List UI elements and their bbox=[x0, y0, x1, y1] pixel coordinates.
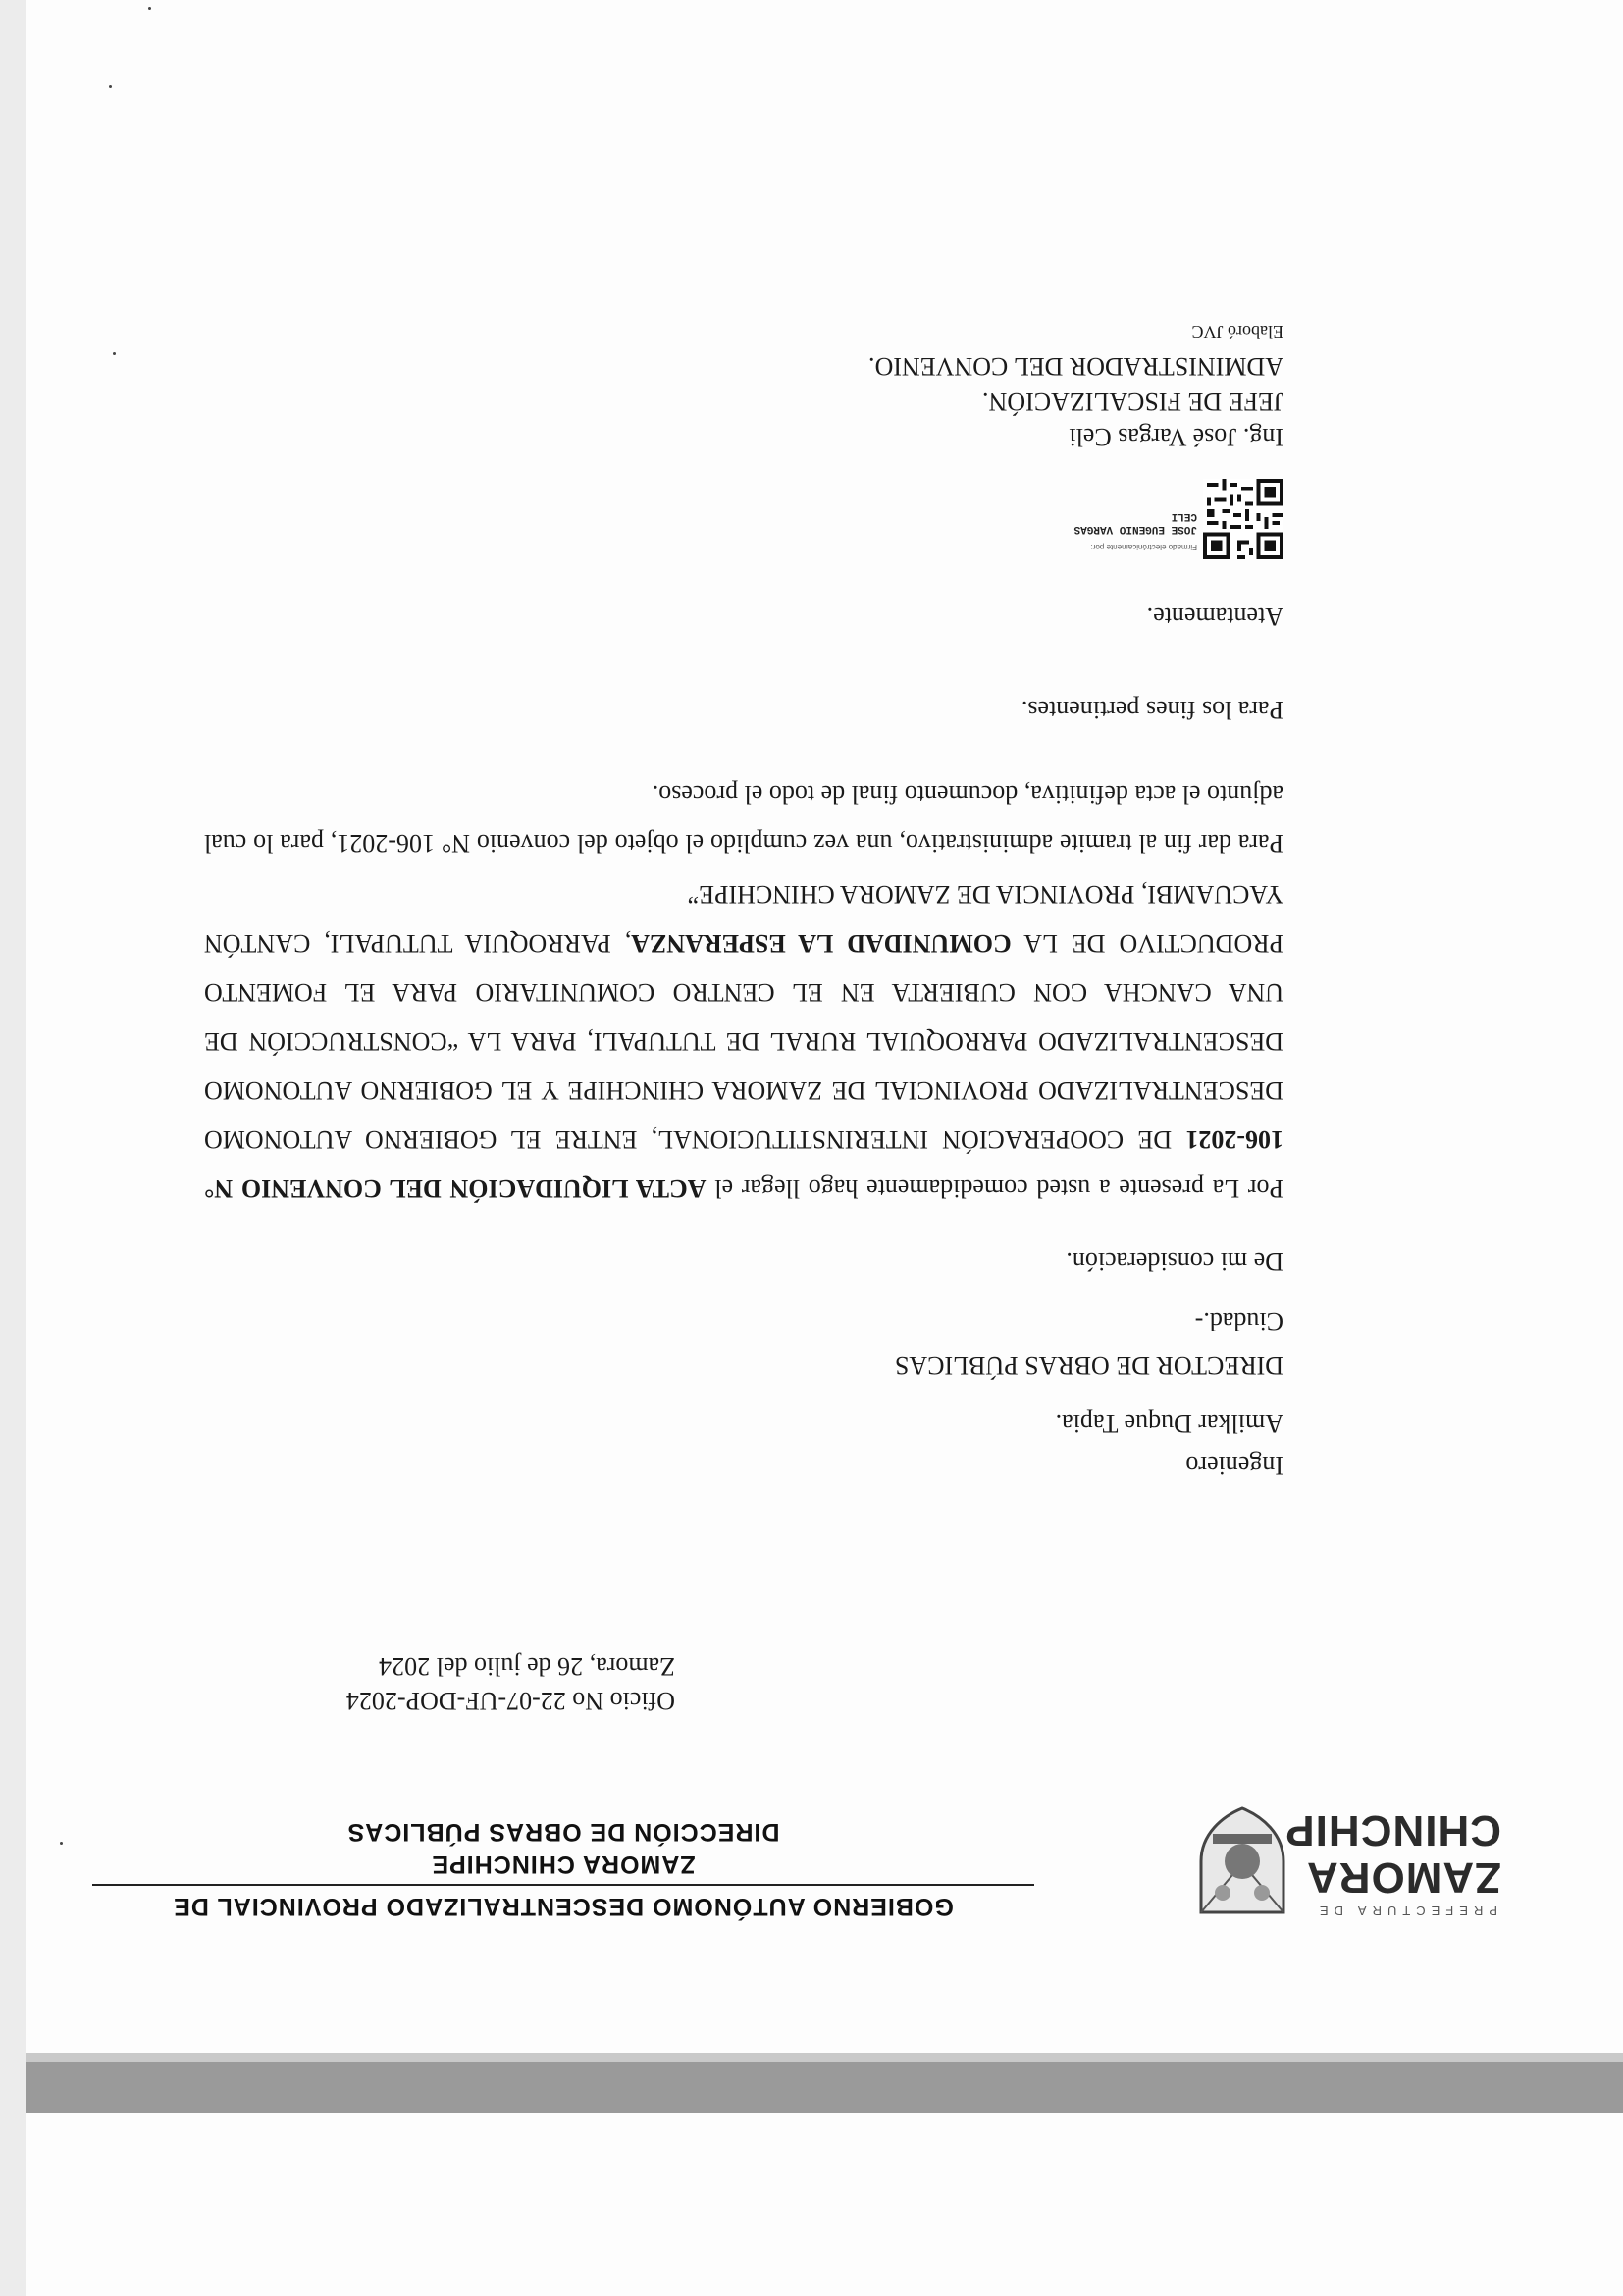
p1-act-title: ACTA LIQUIDACIÓN DEL CONVENIO N° 106-2021 bbox=[203, 1125, 1283, 1203]
regards: Atentamente. bbox=[1146, 602, 1283, 631]
signer-name-line1: JOSE EUGENIO VARGAS bbox=[1073, 523, 1197, 535]
signer-name-mono bbox=[1074, 509, 1197, 535]
addressee-name: Amilkar Duque Tapia. bbox=[1055, 1409, 1283, 1437]
prefectura-logo bbox=[1191, 1761, 1505, 1928]
shield-icon bbox=[1193, 1804, 1291, 1922]
signer-name-line2: CELI bbox=[1171, 509, 1197, 522]
scan-speck bbox=[148, 7, 151, 10]
p1-agreement-text: DE COOPERACIÓN INTERINSTITUCIONAL, ENTRE EL GOBIERNO AUTONOMO DESCENTRALIZADO PROVINCIAL DE ZAMORA CHINCHIPE Y EL GOBIERNO AUTONOMO DESCENTRALIZADO PARROQUIAL RURAL DE TUTUPALI, PARA LA “CONSTRUCCIÓN DE UNA CANCHA CON CUBIERTA EN EL CENTRO COMUNITARIO PARA EL FOMENTO PRODUCTIVO DE LA bbox=[204, 929, 1283, 1154]
scan-band bbox=[0, 2062, 1623, 2113]
addressee-position: DIRECTOR DE OBRAS PÚBLICAS bbox=[894, 1351, 1283, 1380]
closing-line: Para los fines pertinentes. bbox=[1021, 696, 1283, 724]
scan-band-shadow bbox=[0, 2053, 1623, 2062]
signer-name: Ing. José Vargas Celi bbox=[1069, 423, 1283, 451]
signature-caption: Firmado electrónicamente por: bbox=[1090, 543, 1197, 551]
institution-line1: GOBIERNO AUTÓNOMO DESCENTRALIZADO PROVINCIAL DE bbox=[173, 1893, 954, 1920]
institution-line3: DIRECCIÓN DE OBRAS PÚBLICAS bbox=[346, 1818, 780, 1846]
letter-date: Zamora, 26 de julio del 2024 bbox=[379, 1652, 675, 1681]
institution-rule bbox=[92, 1884, 1034, 1886]
salutation: De mi consideración. bbox=[1066, 1247, 1283, 1276]
body-paragraph-1 bbox=[204, 869, 1283, 1213]
body-paragraph-2: Para dar fin al tramite administrativo, una vez cumplido el objeto del convenio N° 106-2021, para lo cual adjunto el acta definitiva, documento final de todo el proceso. bbox=[204, 780, 1283, 858]
signer-role-1: JEFE DE FISCALIZACIÓN. bbox=[982, 388, 1283, 416]
addressee-title: Ingeniero bbox=[1185, 1451, 1283, 1480]
p1-intro: Por La presente a usted comedidamente hago llegar el bbox=[706, 1174, 1283, 1203]
logo-text-line1: ZAMORA bbox=[1305, 1853, 1501, 1902]
institution-line2: ZAMORA CHINCHIPE bbox=[431, 1851, 696, 1878]
electronic-signature bbox=[969, 471, 1283, 559]
scan-edge bbox=[0, 0, 26, 2296]
office-number: Oficio No 22-07-UF-DOP-2024 bbox=[345, 1687, 675, 1715]
signer-role-2: ADMINISTRADOR DEL CONVENIO. bbox=[868, 352, 1283, 381]
institution-heading bbox=[92, 1817, 1034, 1920]
scan-speck bbox=[109, 85, 112, 88]
addressee-city: Ciudad.- bbox=[1194, 1307, 1283, 1335]
logo-small-text: PREFECTURA DE bbox=[1313, 1904, 1497, 1918]
scan-speck bbox=[113, 352, 116, 355]
scan-speck bbox=[60, 1842, 63, 1845]
prepared-by: Elaboró JVC bbox=[1191, 322, 1283, 341]
qr-code-icon bbox=[1203, 479, 1283, 559]
logo-text-line2: CHINCHIP bbox=[1284, 1806, 1501, 1854]
p1-location: , PARROQUIA TUTUPALI, CANTÓN YACUAMBI, PROVINCIA DE ZAMORA CHINCHIPE” bbox=[203, 880, 1283, 958]
p1-community: COMUNIDAD LA ESPERANZA bbox=[631, 929, 1012, 958]
